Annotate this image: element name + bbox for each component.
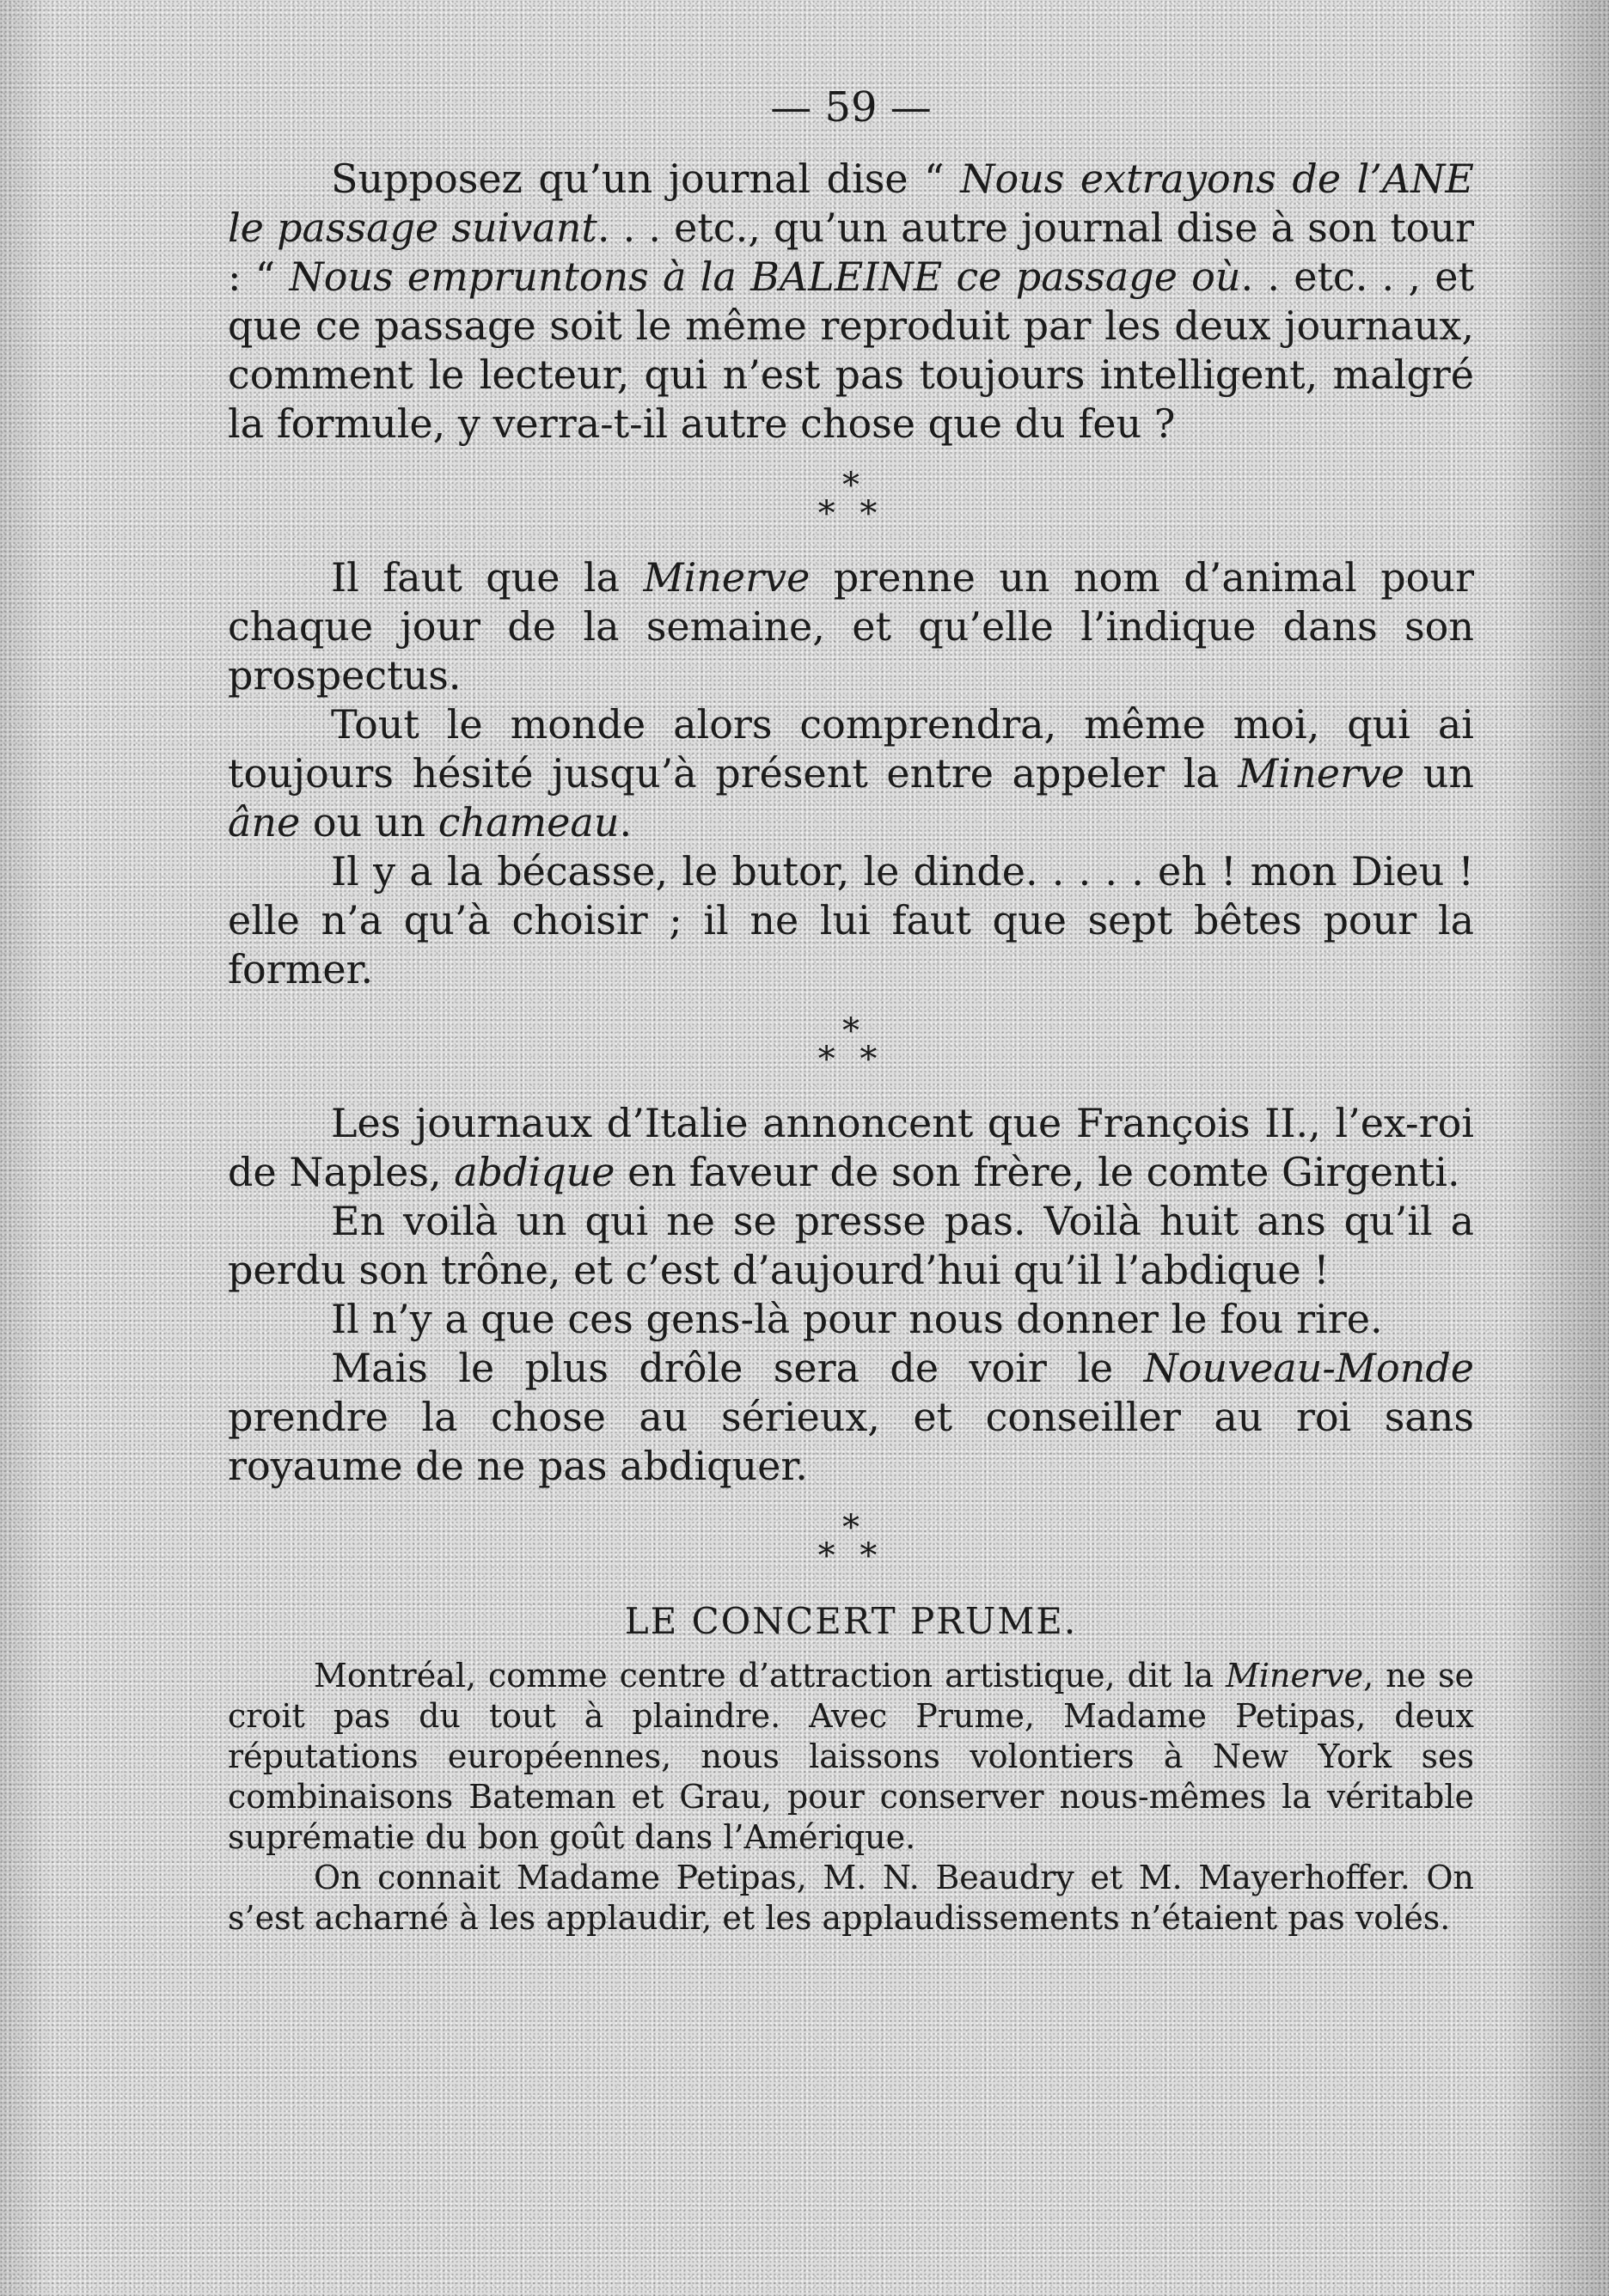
text-run: un: [1404, 750, 1475, 797]
italic-text: Nous empruntons à la BALEINE ce passage où: [289, 253, 1241, 300]
paragraph: [228, 1858, 1474, 1939]
separator-asterisk: *: [842, 1011, 860, 1051]
text-run: . . etc. . , et que ce passage soit le même reproduit par les deux journaux, comment le lecteur, qui n’est pas toujours intelligent, malgré la formule, y verra-t-il autre chose que du feu ?: [228, 253, 1474, 447]
text-run: , ne se croit pas du tout à plaindre. Avec Prume, Madame Petipas, deux réputations européennes, nous laissons volontiers à New York ses combinaisons Bateman et Grau, pour conserver nous-mêmes la véritable suprématie du bon goût dans l’Amérique.: [228, 1657, 1474, 1856]
italic-text: abdique: [454, 1149, 615, 1195]
separator-asterisks: * *: [817, 494, 884, 534]
section-separator: [228, 1508, 1474, 1576]
section-separator: [228, 1011, 1474, 1079]
page-body: [228, 77, 1474, 1939]
text-run: en faveur de son frère, le comte Girgenti.: [615, 1149, 1460, 1195]
text-run: Montréal, comme centre d’attraction artistique, dit la: [314, 1657, 1226, 1695]
separator-asterisk: *: [842, 1508, 860, 1548]
italic-text: âne: [228, 799, 301, 846]
text-run: En voilà un qui ne se presse pas. Voilà huit ans qu’il a perdu son trône, et c’est d’aujourd’hui qu’il l’abdique !: [228, 1198, 1474, 1293]
text-run: .: [619, 799, 633, 846]
separator-asterisk: *: [842, 466, 860, 505]
text-run: . . . etc., qu’un autre journal dise à son tour : “: [228, 205, 1474, 300]
separator-asterisks: * *: [817, 1040, 884, 1079]
text-run: Les journaux d’Italie annoncent que François II., l’ex-roi de Naples,: [228, 1100, 1474, 1195]
text-run: Il n’y a que ces gens-là pour nous donner le fou rire.: [331, 1296, 1383, 1342]
text-run: On connait Madame Petipas, M. N. Beaudry et M. Mayerhoffer. On s’est acharné à les applaudir, et les applaudissements n’étaient pas volés.: [228, 1859, 1474, 1937]
text-run: Il faut que la: [331, 554, 644, 601]
section-title: LE CONCERT PRUME.: [624, 1600, 1078, 1642]
right-page-shadow: [1506, 0, 1609, 2296]
italic-text: Minerve: [1225, 1657, 1364, 1695]
text-run: Tout le monde alors comprendra, même moi, qui ai toujours hésité jusqu’à présent entre appeler la: [228, 701, 1474, 797]
paragraph: [228, 1099, 1474, 1197]
left-page-shadow: [0, 0, 52, 2296]
paragraph: [228, 553, 1474, 700]
paragraph: [228, 1197, 1474, 1295]
italic-text: Nouveau-Monde: [1143, 1345, 1474, 1391]
italic-text: Minerve: [1238, 750, 1405, 797]
paragraph: [228, 700, 1474, 847]
section-separator: [228, 466, 1474, 534]
separator-asterisks: * *: [817, 1536, 884, 1576]
page-number: — 59 —: [770, 83, 932, 131]
paragraph: [228, 1295, 1474, 1344]
italic-text: Minerve: [643, 554, 811, 601]
paragraph: [228, 847, 1474, 994]
text-run: ou un: [300, 799, 438, 846]
text-run: prenne un nom d’animal pour chaque jour de la semaine, et qu’elle l’indique dans son prospectus.: [228, 554, 1474, 699]
text-run: prendre la chose au sérieux, et conseiller au roi sans royaume de ne pas abdiquer.: [228, 1394, 1474, 1489]
text-run: Mais le plus drôle sera de voir le: [331, 1345, 1144, 1391]
italic-text: chameau: [437, 799, 620, 846]
paragraph: [228, 1344, 1474, 1491]
text-run: Supposez qu’un journal dise “: [331, 156, 961, 202]
concert-article: [228, 1656, 1474, 1939]
text-run: Il y a la bécasse, le butor, le dinde. . . . . eh ! mon Dieu ! elle n’a qu’à choisir ; il ne lui faut que sept bêtes pour la former.: [228, 848, 1474, 992]
italic-text: Nous extrayons de l’ANE le passage suivant: [228, 156, 1475, 251]
paragraph: [228, 155, 1474, 449]
paragraph: [228, 1656, 1474, 1858]
